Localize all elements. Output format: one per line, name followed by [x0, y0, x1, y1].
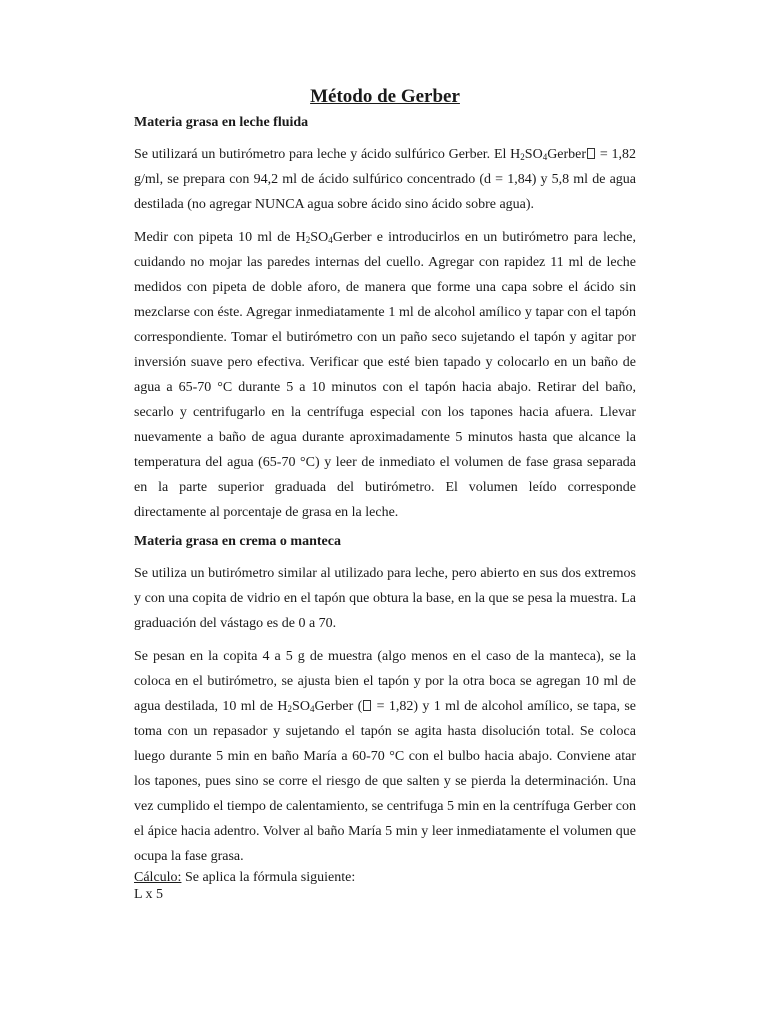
paragraph-procedimiento-leche: Medir con pipeta 10 ml de $H_2SO_4Gerber$ e introducirlos en un butirómetro para leche, cuidando no mojar las paredes internas del cuello. Agregar con rapidez 11 ml de leche medidos con pipeta de doble aforo, de manera que forme una capa sobre el ácido sin mezclarse con éste. Agregar inmediatamente 1 ml de alcohol amílico y tapar con el tapón correspondiente. Tomar el butirómetro con un paño seco sujetando el tapón y agitar por inversión suave pero efectiva. Verificar que esté bien tapado y colocarlo en un baño de agua a 65-70 °C durante 5 a 10 minutos con el tapón hacia abajo. Retirar del baño, secarlo y centrifugarlo en la centrífuga especial con los tapones hacia afuera. Llevar nuevamente a baño de agua durante aproximadamente 5 minutos hasta que alcance la temperatura del agua (65-70 °C) y leer de inmediato el volumen de fase grasa separada en la parte superior graduada del butirómetro. El volumen leído corresponde directamente al porcentaje de grasa en la leche. [134, 230, 636, 520]
paragraph-butirometro-crema: Se utiliza un butirómetro similar al utilizado para leche, pero abierto en sus dos extremos y con una copita de vidrio en el tapón que obtura la base, en la que se pesa la muestra. La graduación del vástago es de 0 a 70. [134, 566, 636, 631]
calculo-line [134, 869, 636, 886]
paragraph-reactivo: Se utilizará un butirómetro para leche y ácido sulfúrico Gerber. El $H_2SO_4Gerber = 1,82$ g/ml, se prepara con 94,2 ml de ácido sulfúrico concentrado (d = 1,84) y 5,8 ml de agua destilada (no agregar NUNCA agua sobre ácido sino ácido sobre agua). [134, 147, 636, 212]
missing-glyph-icon [363, 700, 371, 711]
calculo-label: Cálculo: [134, 870, 182, 885]
calculo-text: Se aplica la fórmula siguiente: [181, 870, 356, 885]
section-heading-leche-fluida: Materia grasa en leche fluida [134, 115, 309, 130]
page-title: Método de Gerber [310, 86, 460, 107]
formula: L x 5 [134, 887, 164, 902]
paragraph-procedimiento-crema: Se pesan en la copita 4 a 5 g de muestra (algo menos en el caso de la manteca), se la coloca en el butirómetro, se ajusta bien el tapón y por la otra boca se agregan 10 ml de agua destilada, 10 ml de $H_2SO_4Gerber$ ( = 1,82) y 1 ml de alcohol amílico, se tapa, se toma con un repasador y sujetando el tapón se agita hasta disolución total. Se coloca luego durante 5 min en baño María a 60-70 °C con el bulbo hacia abajo. Conviene atar los tapones, pues sino se corre el riesgo de que salten y se pierda la determinación. Una vez cumplido el tiempo de calentamiento, se centrifuga 5 min en la centrífuga Gerber con el ápice hacia adentro. Volver al baño María 5 min y leer inmediatamente el volumen que ocupa la fase grasa. [134, 649, 636, 864]
section-heading-crema-manteca: Materia grasa en crema o manteca [134, 534, 341, 549]
document-content [134, 86, 636, 903]
missing-glyph-icon [587, 148, 595, 159]
